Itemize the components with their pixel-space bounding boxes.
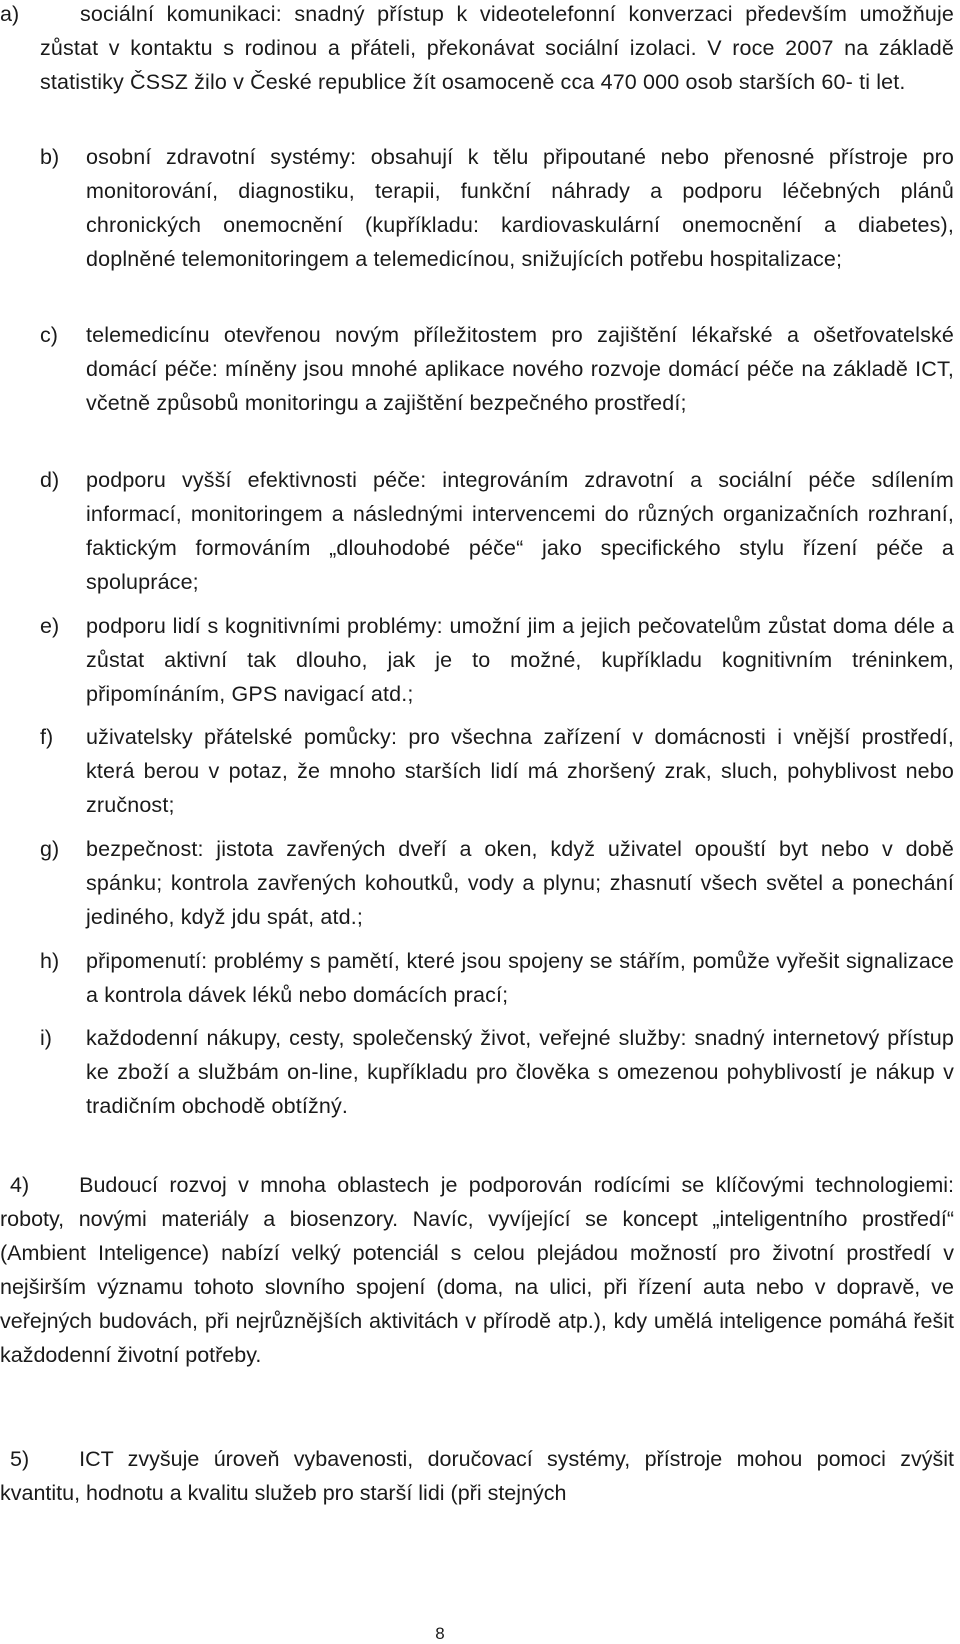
list-item-text: uživatelsky přátelské pomůcky: pro všechna zařízení v domácnosti i vnější prostředí, která berou v potaz, že mnoho starších lidí má zhoršený zrak, sluch, pohyblivost nebo zručnost;: [86, 725, 954, 817]
list-item-text: bezpečnost: jistota zavřených dveří a oken, když uživatel opouští byt nebo v době spánku; kontrola zavřených kohoutků, vody a plynu; zhasnutí všech světel a ponechání jediného, když jdu spát, atd.;: [86, 837, 954, 929]
list-marker: g): [40, 837, 60, 861]
paragraph-5: [0, 1442, 954, 1510]
list-item-text: telemedicínu otevřenou novým příležitostem pro zajištění lékařské a ošetřovatelské domácí péče: míněny jsou mnohé aplikace nového rozvoje domácí péče na základě ICT, včetně způsobů monitoringu a zajištění bezpečného prostředí;: [86, 323, 954, 415]
list-marker: a): [0, 2, 20, 26]
paragraph-number: 4): [10, 1173, 30, 1197]
page-number: 8: [435, 1624, 445, 1643]
list-marker: c): [40, 323, 58, 347]
list-item-text: podporu lidí s kognitivními problémy: umožní jim a jejich pečovatelům zůstat doma déle a zůstat aktivní tak dlouho, jak je to možné, kupříkladu kognitivním tréninkem, připomínáním, GPS navigací atd.;: [86, 614, 954, 706]
list-marker: f): [40, 725, 54, 749]
list-item-text: připomenutí: problémy s pamětí, které jsou spojeny se stářím, pomůže vyřešit signalizace a kontrola dávek léků nebo domácích prací;: [86, 949, 954, 1007]
paragraph-text: [0, 1442, 954, 1510]
list-marker: i): [40, 1026, 52, 1050]
paragraph-4: [0, 1168, 954, 1372]
paragraph-body: Budoucí rozvoj v mnoha oblastech je podporován rodícími se klíčovými technologiemi: roboty, novými materiály a biosenzory. Navíc, vyvíjející se koncept „inteligentního prostředí“ (Ambient Inteligence) nabízí velký potenciál s celou plejádou možností pro životní prostředí v nejširším významu tohoto slovního spojení (doma, na ulici, při řízení auta nebo v dopravě, ve veřejných budovách, při nejrůznějších aktivitách v přírodě atp.), kdy umělá inteligence pomáhá řešit každodenní životní potřeby.: [0, 1173, 954, 1367]
list-item-text: osobní zdravotní systémy: obsahují k tělu připoutané nebo přenosné přístroje pro monitorování, diagnostiku, terapii, funkční náhrady a podporu léčebných plánů chronických onemocnění (kupříkladu: kardiovaskulární onemocnění a diabetes), doplněné telemonitoringem a telemedicínou, snižujících potřebu hospitalizace;: [86, 145, 954, 271]
list-item-text: každodenní nákupy, cesty, společenský život, veřejné služby: snadný internetový přístup ke zboží a službám on-line, kupříkladu pro člověka s omezenou pohyblivostí je nákup v tradičním obchodě obtížný.: [86, 1026, 954, 1118]
list-marker: b): [40, 145, 60, 169]
list-marker: d): [40, 468, 60, 492]
list-item-text: sociální komunikaci: snadný přístup k videotelefonní konverzaci především umožňuje zůstat v kontaktu s rodinou a přáteli, překonávat sociální izolaci. V roce 2007 na základě statistiky ČSSZ žilo v České republice žít osamoceně cca 470 000 osob starších 60- ti let.: [40, 2, 954, 94]
paragraph-body: ICT zvyšuje úroveň vybavenosti, doručovací systémy, přístroje mohou pomoci zvýšit kvantitu, hodnotu a kvalitu služeb pro starší lidi (při stejných: [0, 1447, 954, 1505]
paragraph-number: 5): [10, 1447, 30, 1471]
list-marker: e): [40, 614, 60, 638]
paragraph-text: [0, 1168, 954, 1372]
list-marker: h): [40, 949, 60, 973]
list-item-text: podporu vyšší efektivnosti péče: integrováním zdravotní a sociální péče sdílením informací, monitoringem a následnými intervencemi do různých organizačních rozhraní, faktickým formováním „dlouhodobé péče“ jako specifického stylu řízení péče a spolupráce;: [86, 468, 954, 594]
